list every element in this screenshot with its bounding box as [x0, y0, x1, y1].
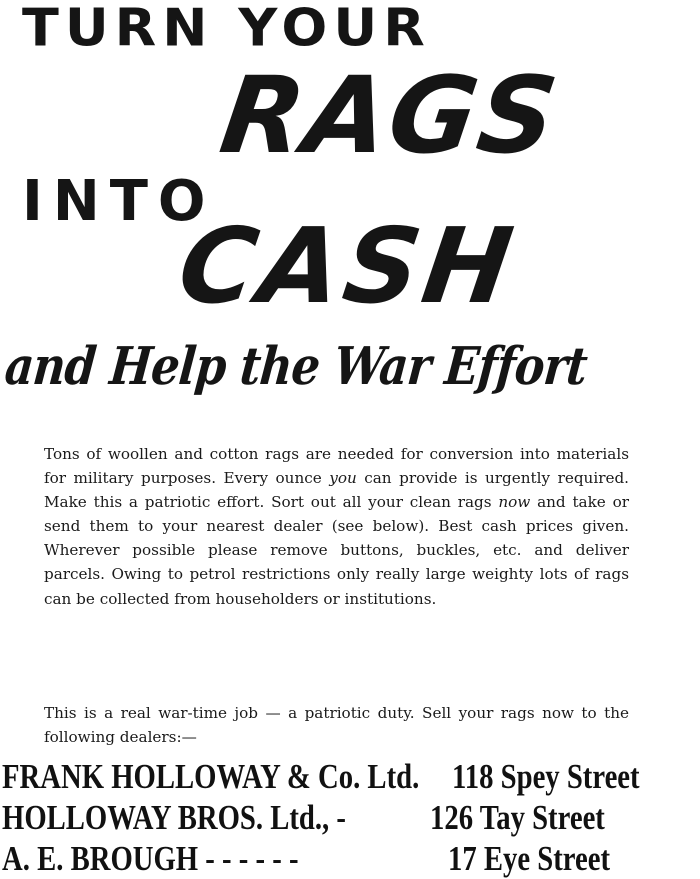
dealer-name: A. E. BROUGH - - - - - -	[2, 839, 299, 878]
dealer-name: FRANK HOLLOWAY & Co. Ltd.	[2, 757, 420, 796]
headline-turn-your: TURN YOUR	[22, 0, 431, 58]
headline-war-effort: and Help the War Effort	[2, 336, 590, 397]
body-paragraph-appeal	[44, 442, 629, 611]
dealer-row	[0, 756, 700, 797]
dealer-address: 118 Spey Street	[452, 757, 640, 796]
emphasis-now: now	[498, 493, 531, 512]
dealer-row	[0, 838, 700, 879]
headline-cash: CASH	[171, 205, 524, 327]
headline-into: INTO	[22, 169, 216, 234]
dealer-row	[0, 797, 700, 838]
dealer-name: HOLLOWAY BROS. Ltd., -	[2, 798, 346, 837]
emphasis-you: you	[329, 469, 357, 488]
body-text: can provide is urgently required. Make this a patriotic effort. Sort out all your clean rags	[44, 469, 629, 512]
body-text: and take or send them to your nearest dealer (see below). Best cash prices given. Wherever possible please remove buttons, buckles, etc. and deliver parcels. Owing to petrol restrictions only really large weighty lots of rags can be collected from householders or institutions.	[44, 493, 629, 608]
body-text: Tons of woollen and cotton rags are needed for conversion into materials for military purposes. Every ounce	[44, 445, 629, 488]
dealer-address: 126 Tay Street	[430, 798, 605, 837]
headline-rags: RAGS	[213, 54, 566, 177]
dealer-list	[0, 756, 700, 879]
dealer-address: 17 Eye Street	[448, 839, 611, 878]
body-paragraph-dealers-intro: This is a real war-time job — a patriotic duty. Sell your rags now to the following dealers:—	[44, 704, 629, 747]
